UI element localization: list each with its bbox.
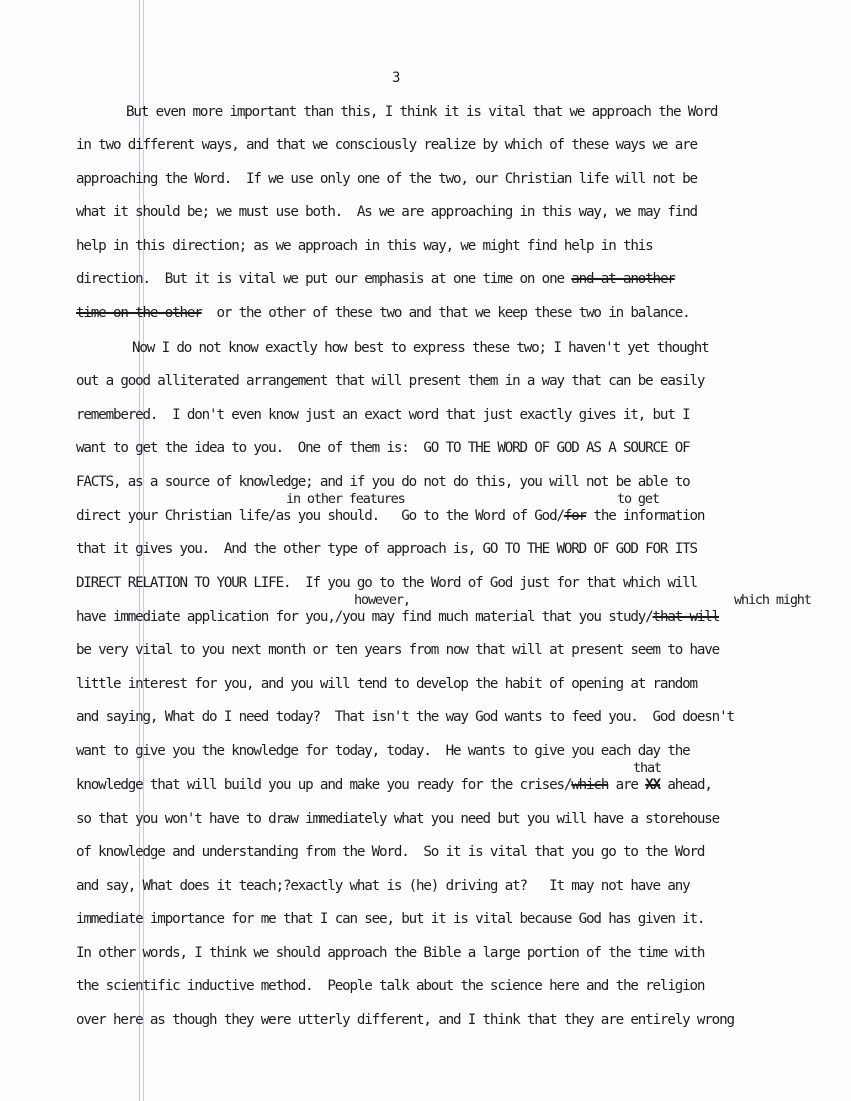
- interlinear-insertion: however,: [354, 592, 410, 608]
- text-line: have immediate application for you,/you may find much material that you study/that-will: [76, 609, 720, 625]
- text-line: want to give you the knowledge for today, today. He wants to give you each day the: [76, 743, 690, 759]
- text-line: want to get the idea to you. One of them is: GO TO THE WORD OF GOD AS A SOURCE OF: [76, 440, 690, 456]
- struck-text: and-at-another: [571, 271, 675, 287]
- text-line: help in this direction; as we approach in this way, we might find help in this: [76, 238, 653, 254]
- text-line: direction. But it is vital we put our emphasis at one time on one and-at-another: [76, 271, 675, 287]
- text-line: knowledge that will build you up and make you ready for the crises/which are XX ahead,: [76, 777, 712, 793]
- interlinear-insertion: which might: [734, 592, 811, 608]
- text-line: remembered. I don't even know just an exact word that just exactly gives it, but I: [76, 407, 690, 423]
- text-line: direct your Christian life/as you should. Go to the Word of God/for the information: [76, 508, 705, 524]
- text-line: immediate importance for me that I can see, but it is vital because God has given it.: [76, 911, 705, 927]
- text-line: what it should be; we must use both. As we are approaching in this way, we may find: [76, 204, 697, 220]
- text-line: FACTS, as a source of knowledge; and if you do not do this, you will not be able to: [76, 474, 690, 490]
- text-line: Now I do not know exactly how best to express these two; I haven't yet thought: [132, 340, 709, 356]
- text-line: little interest for you, and you will tend to develop the habit of opening at random: [76, 676, 697, 692]
- text-line: and saying, What do I need today? That isn't the way God wants to feed you. God doesn't: [76, 709, 734, 725]
- struck-text: that-will: [652, 609, 720, 625]
- text-line: time-on-the-other or the other of these two and that we keep these two in balance.: [76, 305, 690, 321]
- text-line: But even more important than this, I think it is vital that we approach the Word: [126, 104, 718, 120]
- interlinear-insertion: in other features: [286, 491, 405, 507]
- text-line: out a good alliterated arrangement that will present them in a way that can be easily: [76, 373, 705, 389]
- text-line: so that you won't have to draw immediately what you need but you will have a storehouse: [76, 811, 720, 827]
- page-number: 3: [392, 70, 401, 86]
- struck-text: XX: [645, 777, 660, 793]
- text-line: that it gives you. And the other type of approach is, GO TO THE WORD OF GOD FOR ITS: [76, 541, 697, 557]
- struck-text: for: [563, 508, 587, 524]
- interlinear-insertion: that: [633, 760, 661, 776]
- struck-text: time-on-the-other: [76, 305, 202, 321]
- struck-text: which: [571, 777, 609, 793]
- text-line: and say, What does it teach;?exactly what is (he) driving at? It may not have any: [76, 878, 690, 894]
- text-line: over here as though they were utterly different, and I think that they are entirely wrong: [76, 1012, 734, 1028]
- interlinear-insertion: to get: [617, 491, 659, 507]
- text-line: of knowledge and understanding from the Word. So it is vital that you go to the Word: [76, 844, 705, 860]
- text-line: DIRECT RELATION TO YOUR LIFE. If you go to the Word of God just for that which will: [76, 575, 697, 591]
- text-line: be very vital to you next month or ten years from now that will at present seem to have: [76, 642, 720, 658]
- text-line: the scientific inductive method. People talk about the science here and the religion: [76, 978, 705, 994]
- text-line: In other words, I think we should approach the Bible a large portion of the time with: [76, 945, 705, 961]
- text-line: approaching the Word. If we use only one of the two, our Christian life will not be: [76, 171, 697, 187]
- text-line: in two different ways, and that we consciously realize by which of these ways we are: [76, 137, 697, 153]
